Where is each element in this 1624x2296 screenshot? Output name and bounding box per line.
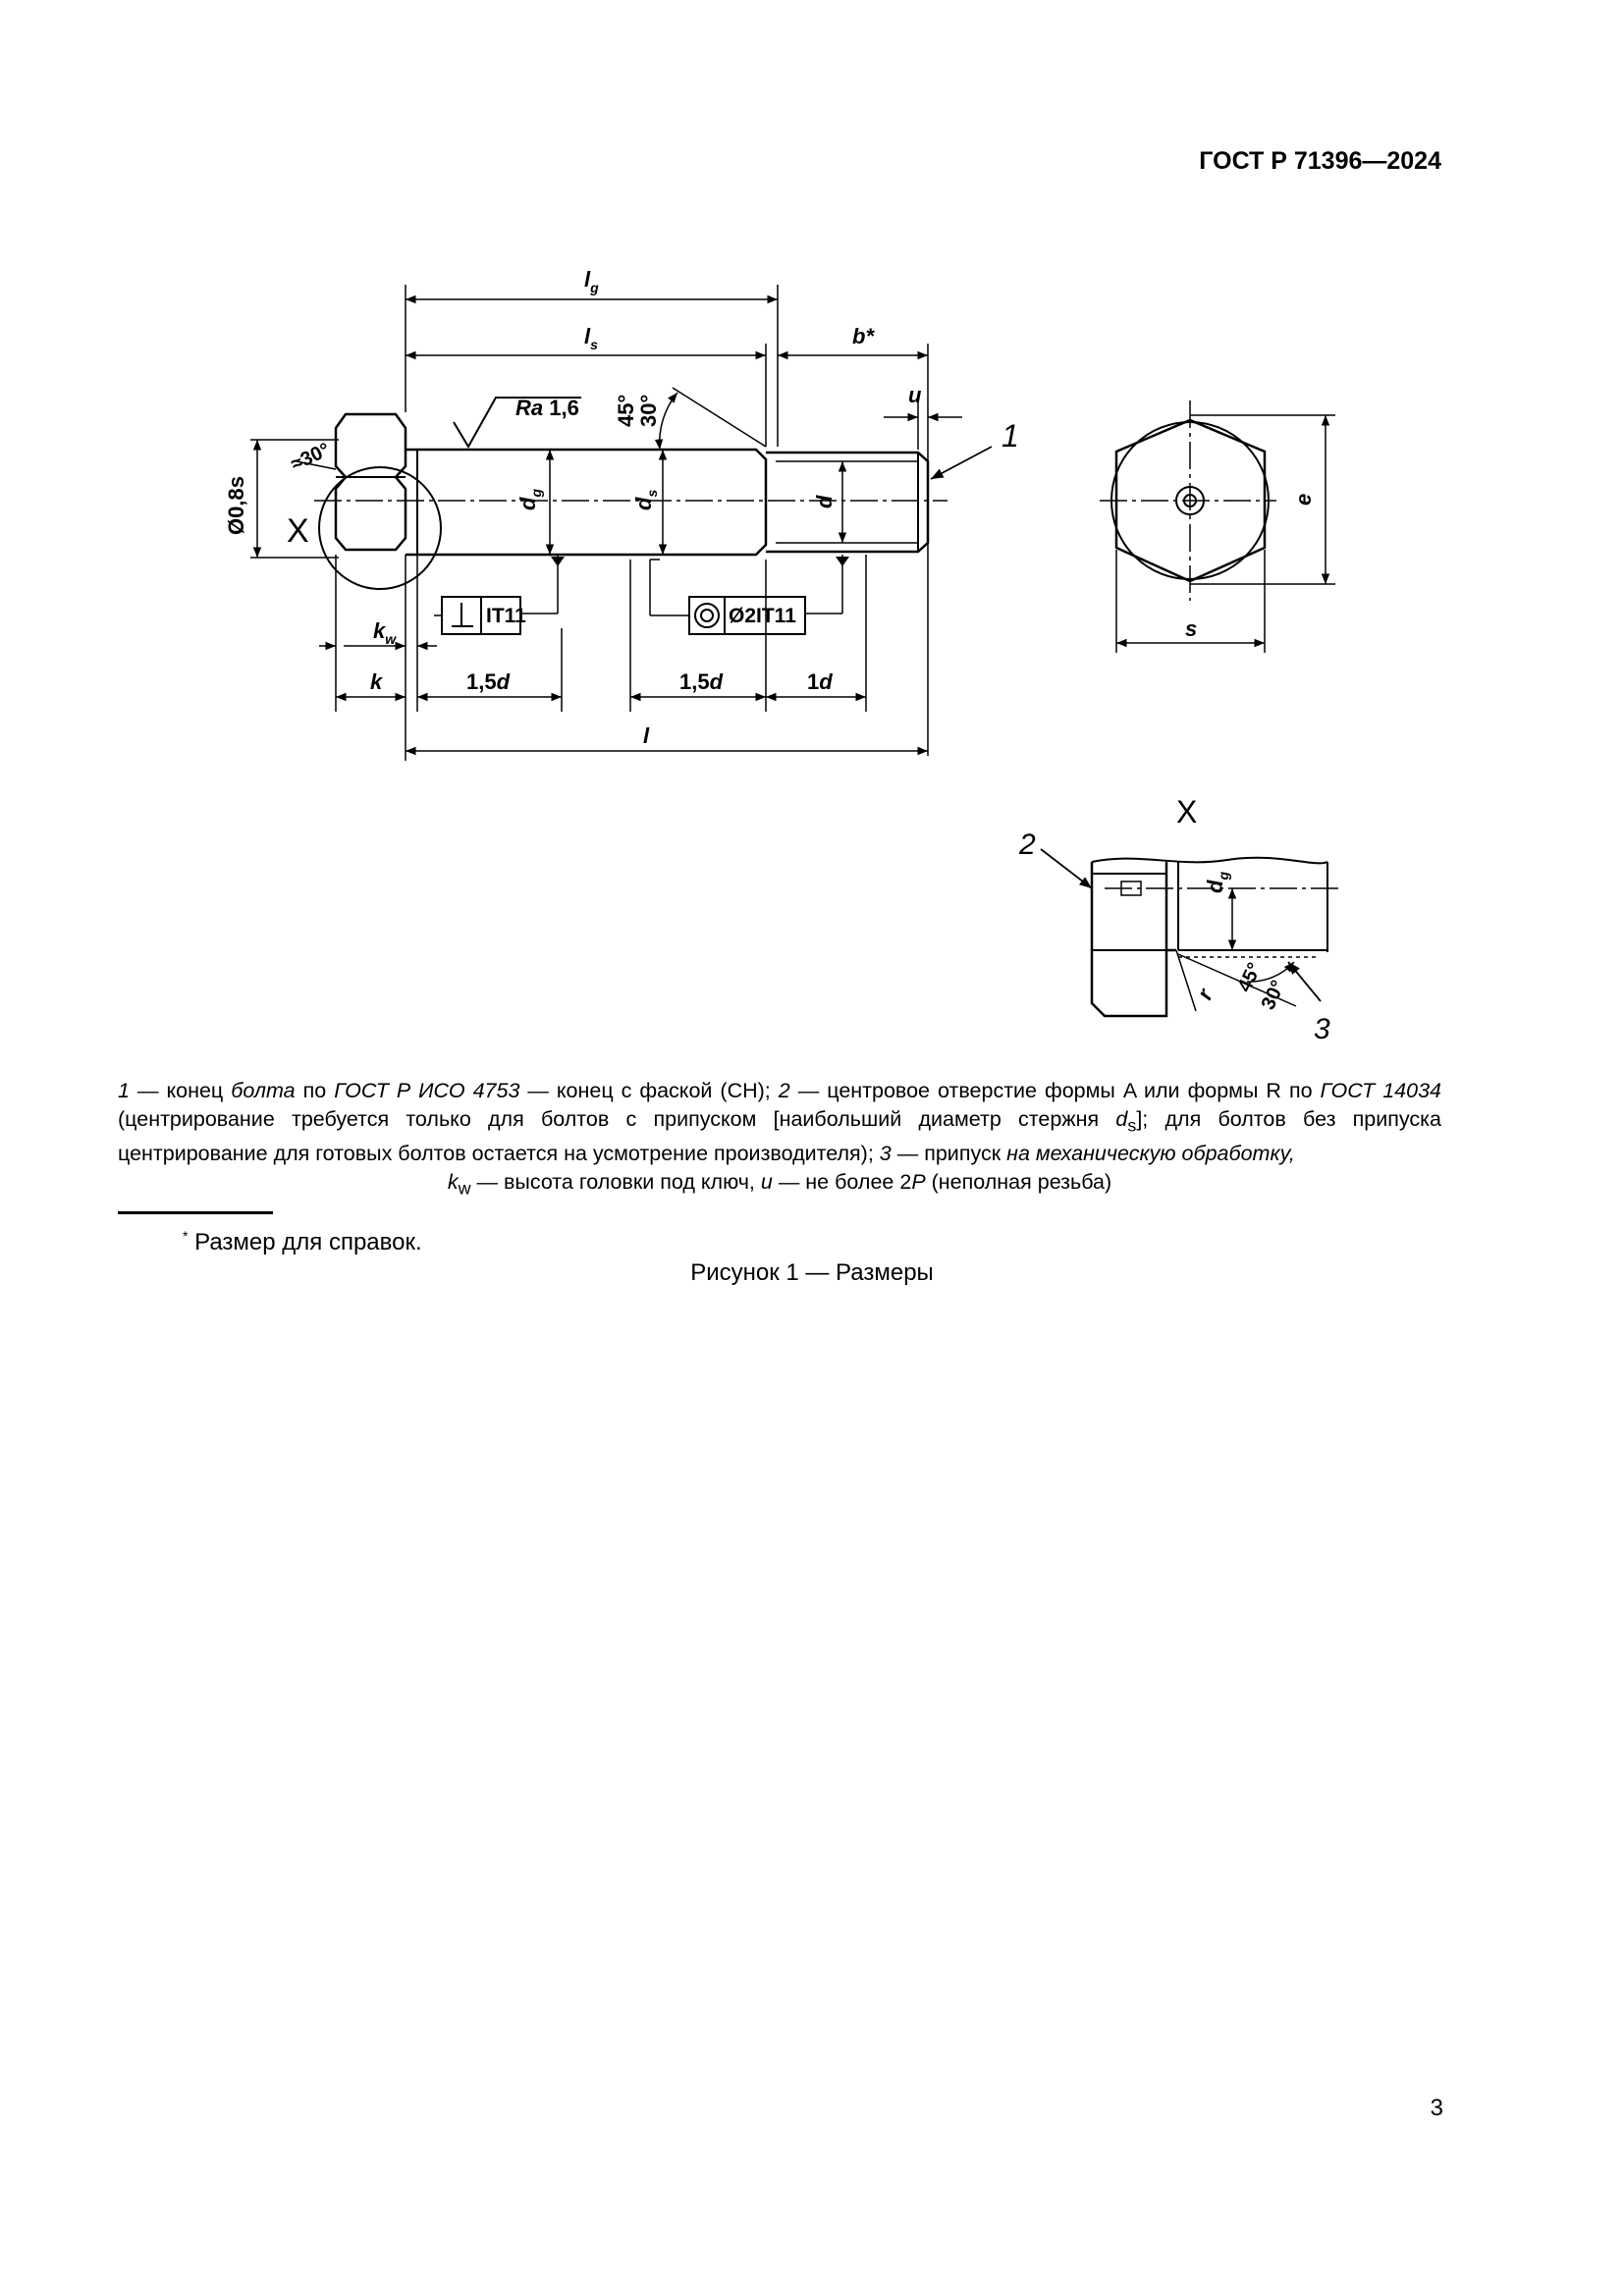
coax-tolerance: Ø2IT11 bbox=[729, 605, 796, 627]
dim-u-label: u bbox=[908, 383, 922, 407]
dim-k-label: k bbox=[370, 669, 383, 694]
figure-caption: Рисунок 1 — Размеры bbox=[690, 1259, 934, 1286]
bolt-head-outline bbox=[336, 414, 406, 550]
bolt-shank-outline bbox=[406, 450, 766, 555]
dim-kw-label: $k_w$ bbox=[373, 618, 397, 647]
page-number: 3 bbox=[1430, 2095, 1443, 2121]
dim-15d-b-label: 1,5d bbox=[679, 669, 724, 694]
dim-dg-label: $d_g$ bbox=[515, 488, 544, 510]
bolt-thread-outline bbox=[766, 453, 928, 552]
dim-b-label: b* bbox=[852, 324, 874, 348]
detail-x-outline bbox=[1092, 862, 1176, 1016]
dim-15d-a-label: 1,5d bbox=[466, 669, 511, 694]
dim-s-label: s bbox=[1185, 616, 1198, 641]
roughness-label: Ra 1,6 bbox=[515, 396, 579, 420]
dim-ls-label: $l_s$ bbox=[584, 324, 598, 352]
detail-30-label: 30° bbox=[1257, 977, 1290, 1014]
figure-legend: 1 — конец болта по ГОСТ Р ИСО 4753 — конец с фаской (CH); 2 — центровое отверстие формы A или формы R по ГОСТ 14034 (центрирование требуется только для болтов с припуском [наибольший диаметр стержня $d_s$]; для болтов без припуска центрирование для готовых болтов остается на усмотрение производителя); 3 — припуск на механическую обработку, $k_w$ — высота головки под ключ, u — не более 2P (неполная резьба) bbox=[118, 1079, 1441, 1199]
dim-e-label: e bbox=[1291, 493, 1316, 506]
detail-x-circle bbox=[319, 467, 441, 589]
footnote: * Размер для справок. bbox=[183, 1228, 422, 1255]
detail-x-marker: X bbox=[287, 512, 309, 550]
detail-r-label: r bbox=[1191, 985, 1218, 1004]
dim-ds-label: $d_s$ bbox=[631, 489, 660, 510]
detail-dg-label: $d_g$ bbox=[1203, 871, 1231, 893]
detail-45-label: 45° bbox=[1233, 959, 1267, 996]
dim-lg-label: $l_g$ bbox=[584, 267, 599, 295]
angle-30-label: 30° bbox=[636, 394, 661, 427]
dim-1d-label: 1d bbox=[807, 669, 833, 694]
perp-tolerance: IT11 bbox=[486, 605, 526, 627]
bolt-dimension-drawing bbox=[0, 0, 1624, 1070]
angle-45-label: 45° bbox=[614, 394, 638, 427]
callout-1: 1 bbox=[1001, 418, 1019, 454]
dim-d-label: d bbox=[812, 495, 837, 508]
footnote-rule bbox=[118, 1211, 273, 1214]
detail-x-title: X bbox=[1176, 794, 1198, 829]
diameter-label: Ø0,8s bbox=[224, 476, 248, 535]
callout-2: 2 bbox=[1019, 828, 1036, 861]
approx-30-label: ≈30° bbox=[287, 439, 334, 476]
dim-l-label: l bbox=[643, 723, 650, 748]
callout-3: 3 bbox=[1314, 1013, 1330, 1045]
document-id: ГОСТ Р 71396—2024 bbox=[1199, 147, 1441, 175]
